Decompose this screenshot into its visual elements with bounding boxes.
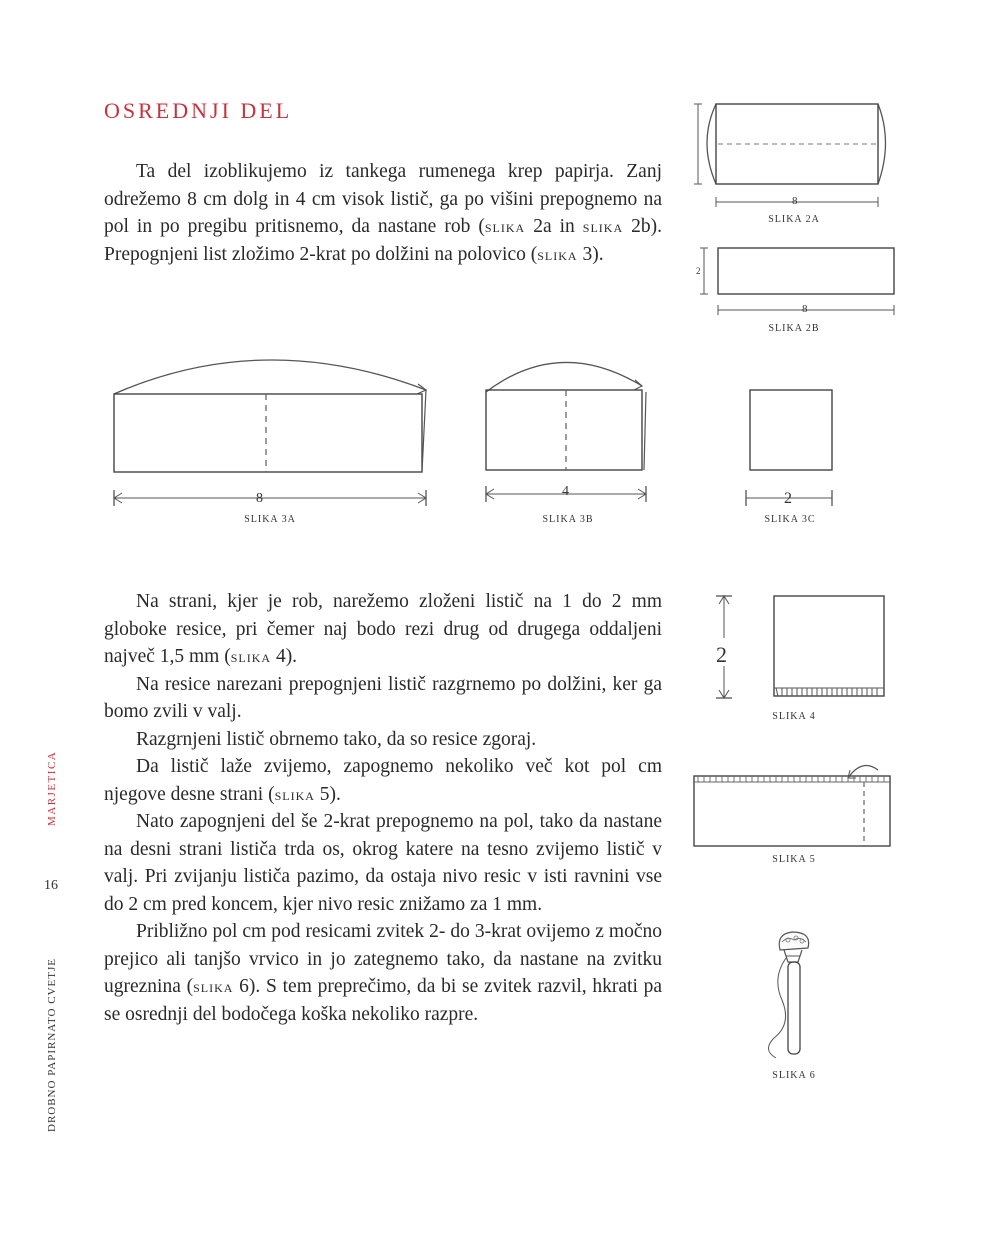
caption-fig2b: SLIKA 2B [768, 323, 820, 334]
p6-text-a: Približno pol cm pod resicami zvitek 2- do 3-krat ovijemo z močno prejico ali tanjšo vrvico in jo zategnemo tako, da nastane na zvitku ugreznina ( [104, 921, 662, 997]
intro-text-b: 2a in [525, 216, 583, 237]
figure-3c [740, 384, 840, 510]
intro-text-d: 3). [577, 243, 604, 265]
p4-text-b: 5). [314, 783, 341, 805]
p4-text-a: Da listič laže zvijemo, zapognemo nekoliko več kot pol cm njegove desne strani ( [104, 756, 662, 805]
intro-paragraph [104, 158, 662, 268]
body-paragraph-6 [104, 918, 662, 1028]
body-paragraph-1 [104, 588, 662, 671]
caption-fig3a: SLIKA 3A [244, 514, 296, 525]
fig3a-dimension: 8 [256, 491, 263, 506]
intro-ref-b: slika [582, 217, 624, 236]
p6-ref: slika [193, 977, 234, 996]
figure-2a [688, 96, 900, 216]
p4-ref: slika [274, 784, 315, 804]
fig3c-dimension: 2 [784, 490, 792, 507]
fig4-dimension: 2 [716, 642, 727, 667]
sidebar-book-title: DROBNO PAPIRNATO CVETJE [46, 958, 58, 1132]
body-paragraph-4 [104, 753, 662, 808]
figure-4 [706, 588, 896, 708]
intro-text-a: Ta del izoblikujemo iz tankega rumenega krep papirja. Zanj odrežemo 8 cm dolg in 4 cm visok listič, ga po višini prepognemo na pol in po pregibu pritisnemo, da nastane rob ( [104, 161, 662, 237]
intro-ref-a: slika [484, 217, 526, 236]
p1-text-a: Na strani, kjer je rob, narežemo zloženi listič na 1 do 2 mm globoke resice, pri čemer naj bodo rezi drug od drugega oddaljeni največ 1,5 mm ( [104, 591, 662, 667]
p1-text-b: 4). [271, 646, 298, 667]
figure-2b [696, 242, 900, 322]
body-text [104, 588, 662, 1028]
p1-ref: slika [230, 647, 272, 666]
body-paragraph-3: Razgrnjeni listič obrnemo tako, da so resice zgoraj. [136, 728, 537, 750]
caption-fig3c: SLIKA 3C [764, 514, 816, 525]
caption-fig4: SLIKA 4 [772, 711, 816, 722]
caption-fig2a: SLIKA 2A [768, 214, 820, 225]
body-paragraph-5: Nato zapognjeni del še 2-krat prepognemo na pol, tako da nastane na desni strani lističa trda os, okrog katere na tesno zvijemo listič v valj. Pri zvijanju lističa pazimo, da ostaja nivo resic v isti ravnini vse do 2 cm pred koncem, kjer nivo resic znižamo za 1 mm. [104, 811, 662, 915]
sidebar-section-title: MARJETICA [46, 750, 58, 826]
page-number: 16 [44, 878, 58, 893]
figure-3a [104, 348, 436, 510]
caption-fig5: SLIKA 5 [772, 854, 816, 865]
body-paragraph-2: Na resice narezani prepognjeni listič razgrnemo po dolžini, ker ga bomo zvili v valj. [104, 673, 662, 722]
fig2b-height-label: 2 [696, 266, 701, 276]
caption-fig3b: SLIKA 3B [542, 514, 594, 525]
fig2a-dimension: 8 [792, 195, 798, 207]
fig2b-width-label: 8 [802, 303, 808, 315]
figure-6 [752, 928, 832, 1060]
figure-5 [690, 756, 896, 852]
figure-3b [480, 352, 656, 510]
intro-ref-c: slika [537, 244, 578, 264]
section-heading: OSREDNJI DEL [104, 98, 293, 123]
caption-fig6: SLIKA 6 [772, 1070, 816, 1081]
intro-text-c: 2b). Prepognjeni list zložimo 2-krat po dolžini na polovico ( [104, 216, 662, 265]
fig3b-dimension: 4 [562, 484, 569, 499]
p6-text-b: 6). S tem preprečimo, da bi se zvitek razvil, hkrati pa se osrednji del bodočega koška nekoliko razpre. [104, 976, 662, 1025]
